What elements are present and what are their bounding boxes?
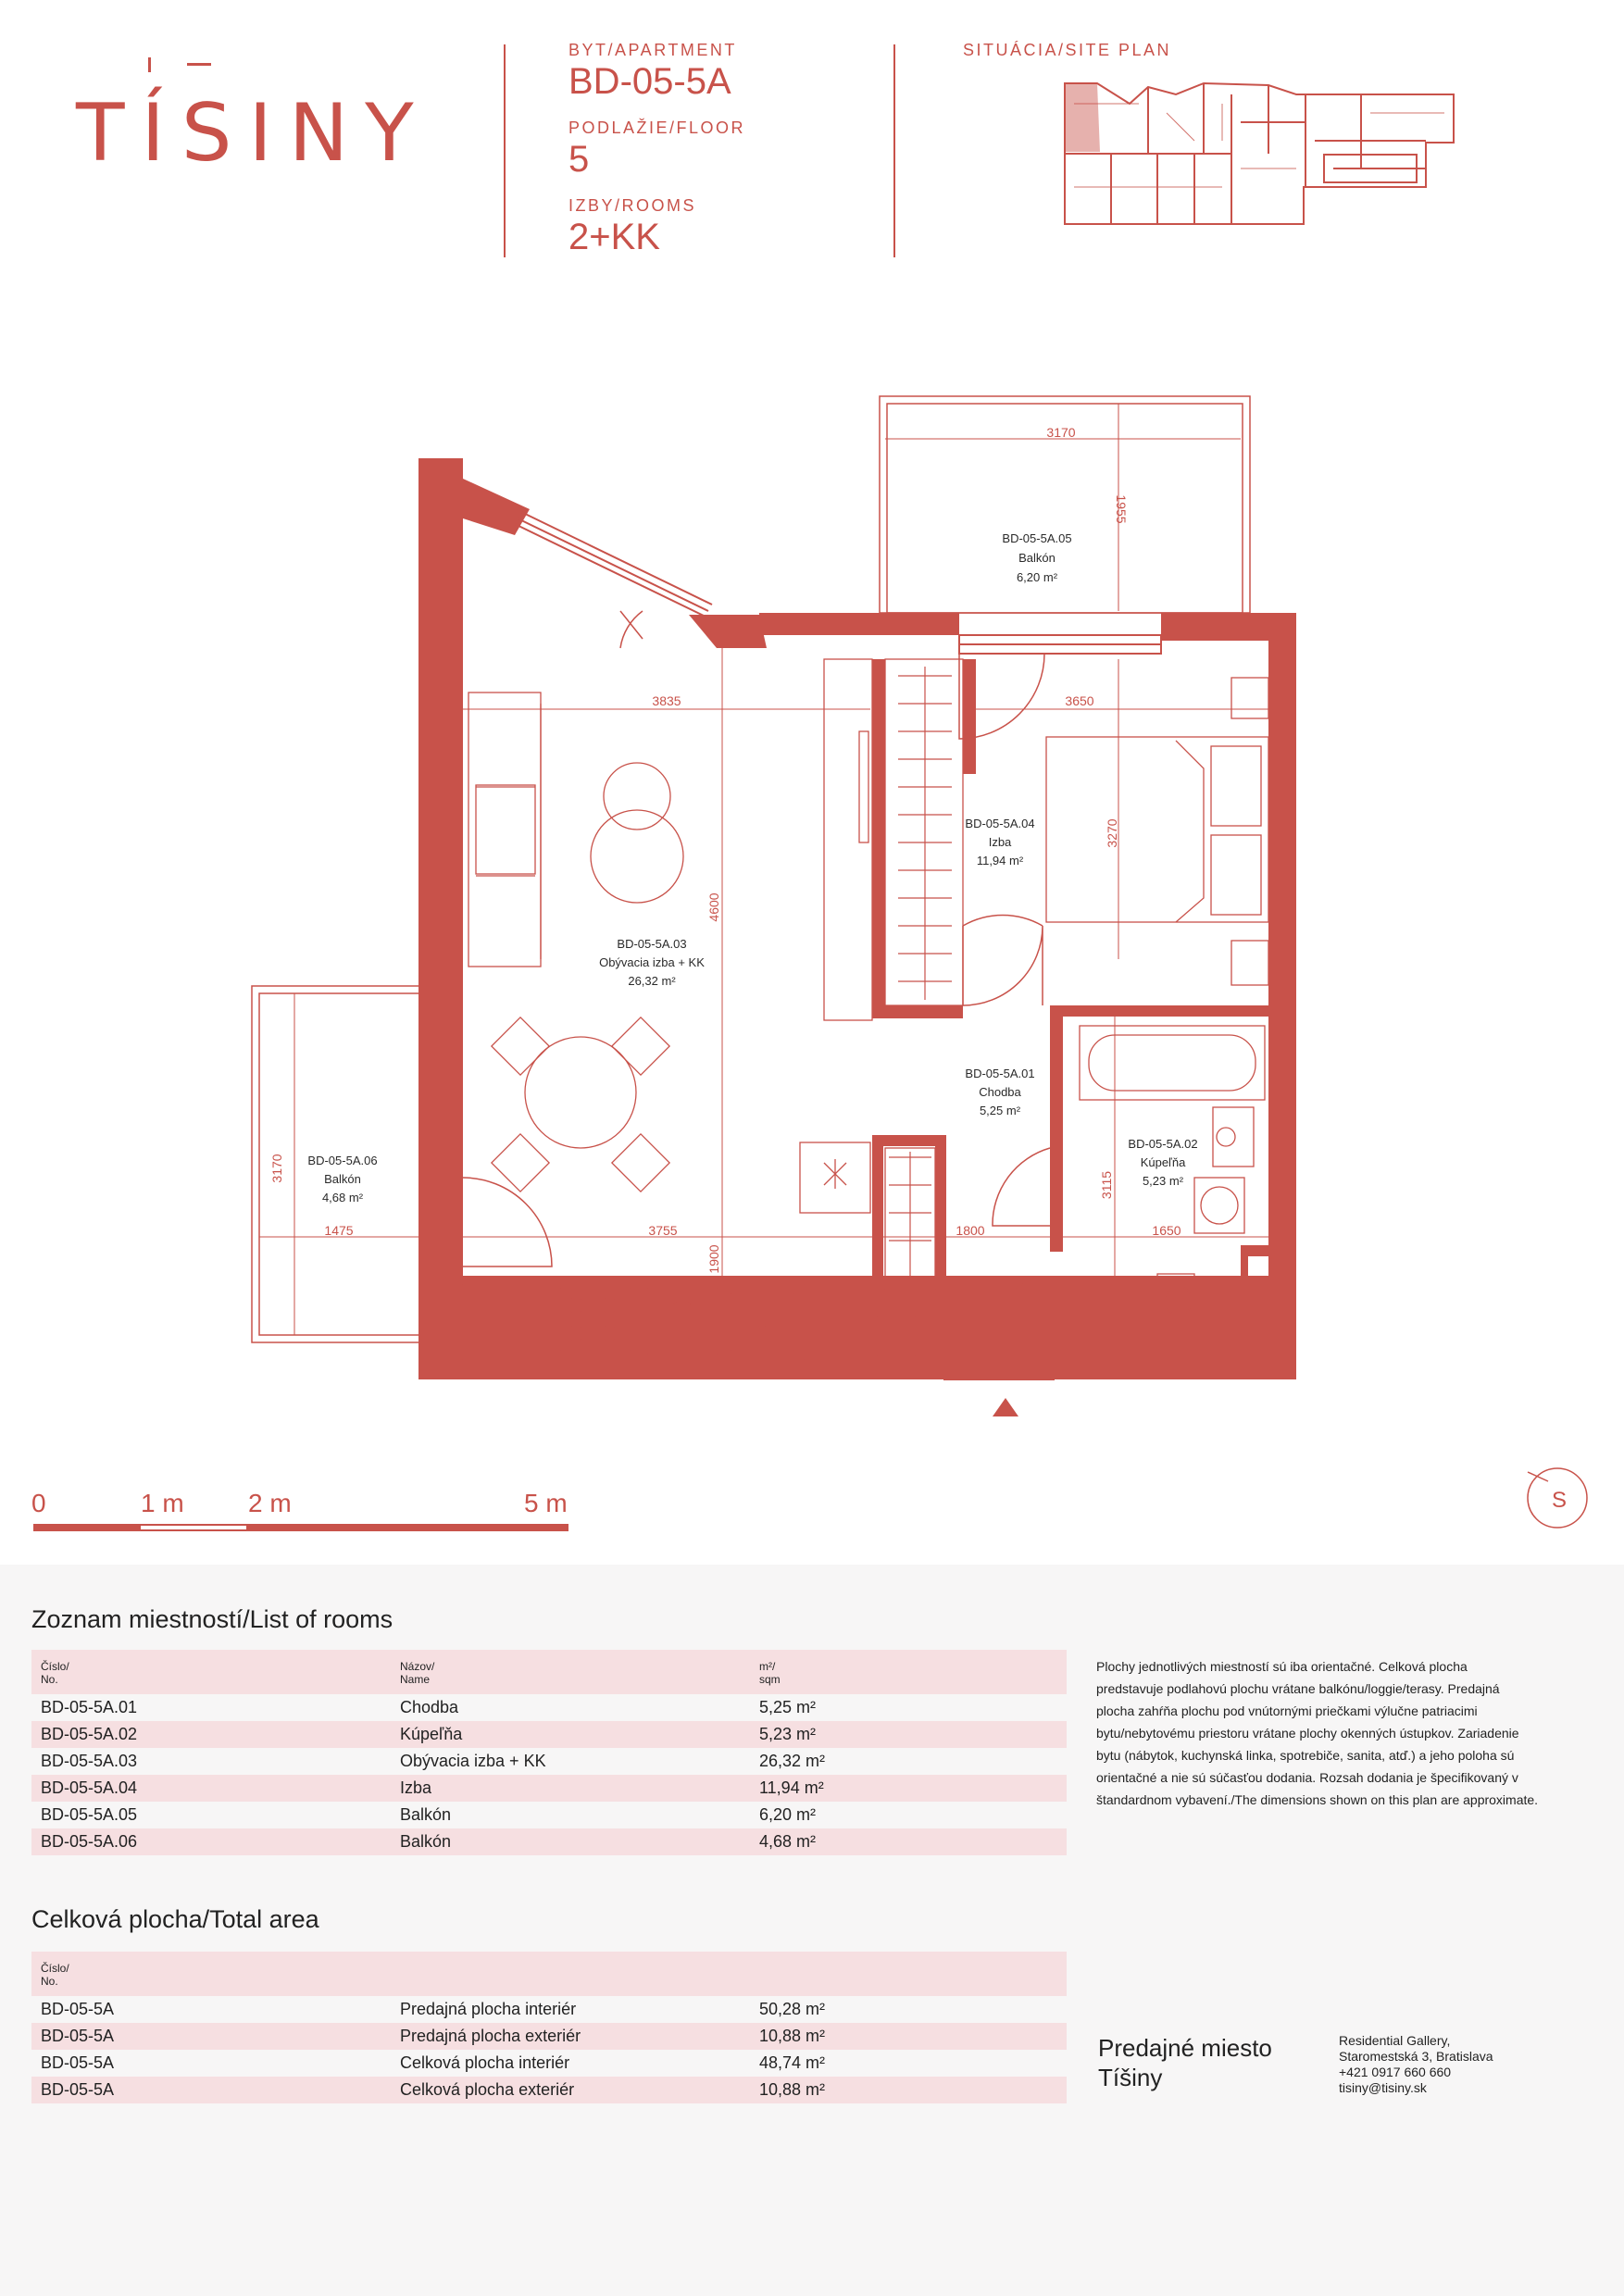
col-no: Číslo/ No. xyxy=(41,1660,69,1686)
scale-label: 5 m xyxy=(524,1489,568,1517)
sales-point-title: Predajné miesto Tíšiny xyxy=(1098,2034,1272,2091)
logo-text: TÍSINY xyxy=(76,87,431,180)
room-code: BD-05-5A.03 xyxy=(617,937,687,951)
total-area-table xyxy=(31,1952,1067,2103)
compass-icon xyxy=(1528,1468,1587,1528)
room-name: Balkón xyxy=(1018,551,1056,565)
room-name: Balkón xyxy=(324,1172,361,1186)
interior-walls xyxy=(872,659,1272,1366)
dimension-lines xyxy=(259,404,1268,1365)
rooms-table xyxy=(31,1650,1067,1855)
table-row: BD-05-5A Celková plocha interiér 48,74 m² xyxy=(31,2050,1067,2077)
total-area-title: Celková plocha/Total area xyxy=(31,1905,319,1933)
table-header xyxy=(31,1650,1067,1694)
table-row: BD-05-5A.03 Obývacia izba + KK 26,32 m² xyxy=(31,1748,1067,1775)
compass-letter: S xyxy=(1551,1488,1568,1513)
table-row: BD-05-5A.01 Chodba 5,25 m² xyxy=(31,1694,1067,1721)
room-name: Chodba xyxy=(979,1085,1021,1099)
scale-label: 2 m xyxy=(248,1489,292,1517)
room-code: BD-05-5A.06 xyxy=(307,1154,378,1167)
table-row: BD-05-5A Predajná plocha exteriér 10,88 m² xyxy=(31,2023,1067,2050)
table-row: BD-05-5A.06 Balkón 4,68 m² xyxy=(31,1828,1067,1855)
dim-label: 1955 xyxy=(1114,494,1129,524)
disclaimer-note: Plochy jednotlivých miestností sú iba orientačné. Celková plocha predstavuje podlahovú plochu vrátane balkónu/loggie/terasy. Predajná plocha zahŕňa plochu pod vnútornými priečkami výlučne patriacimi bytu/nebytovému priestoru vrátane plochy okenných ústupkov. Zariadenie bytu (nábytok, kuchynská linka, spotrebiče, sanita, atď.) a jeho poloha sú orientačné a nie sú súčasťou dodania. Rozsah dodania je špecifikovaný v štandardnom vybavení./The dimensions shown on this plan are approximate. xyxy=(1096,1659,1539,1807)
table-row: BD-05-5A.05 Balkón 6,20 m² xyxy=(31,1802,1067,1828)
scale-bar xyxy=(33,1524,568,1531)
floor-value: 5 xyxy=(568,139,590,180)
dim-label: 3170 xyxy=(1046,425,1076,440)
floor-label: PODLAŽIE/FLOOR xyxy=(568,119,746,137)
site-plan-label: SITUÁCIA/SITE PLAN xyxy=(963,41,1172,59)
sales-email[interactable]: tisiny@tisiny.sk xyxy=(1339,2080,1427,2095)
room-code: BD-05-5A.01 xyxy=(965,1067,1035,1080)
table-header xyxy=(31,1952,1067,1996)
room-area: 5,23 m² xyxy=(1142,1174,1184,1188)
dim-label: 3650 xyxy=(1065,693,1094,708)
room-area: 6,20 m² xyxy=(1016,570,1058,584)
table-row: BD-05-5A.04 Izba 11,94 m² xyxy=(31,1775,1067,1802)
dim-label: 1650 xyxy=(1152,1223,1181,1238)
dim-label: 3755 xyxy=(648,1223,678,1238)
entrance-arrow-icon xyxy=(993,1398,1018,1416)
dim-label: 3170 xyxy=(269,1154,284,1183)
dim-label: 1475 xyxy=(324,1223,354,1238)
rooms-label: IZBY/ROOMS xyxy=(568,196,697,215)
rooms-list-title: Zoznam miestností/List of rooms xyxy=(31,1605,394,1633)
room-area: 26,32 m² xyxy=(628,974,676,988)
exterior-walls xyxy=(418,458,1296,1379)
room-area: 5,25 m² xyxy=(979,1104,1021,1117)
dim-label: 1800 xyxy=(956,1223,985,1238)
room-area: 4,68 m² xyxy=(321,1191,364,1204)
table-row: BD-05-5A.02 Kúpeľňa 5,23 m² xyxy=(31,1721,1067,1748)
dim-label: 3835 xyxy=(652,693,681,708)
col-area: m²/ sqm xyxy=(759,1660,781,1686)
dim-label: 3270 xyxy=(1105,818,1119,848)
sales-address: Residential Gallery, Staromestská 3, Bratislava +421 0917 660 660 tisiny@tisiny.sk xyxy=(1339,2033,1493,2095)
room-code: BD-05-5A.05 xyxy=(1002,531,1072,545)
dim-label: 1900 xyxy=(706,1244,721,1274)
scale-label: 1 m xyxy=(141,1489,184,1517)
room-code: BD-05-5A.04 xyxy=(965,817,1035,830)
room-area: 11,94 m² xyxy=(976,854,1024,867)
room-name: Obývacia izba + KK xyxy=(599,955,705,969)
room-code: BD-05-5A.02 xyxy=(1128,1137,1198,1151)
dim-label: 4600 xyxy=(706,892,721,922)
sales-phone[interactable]: +421 0917 660 660 xyxy=(1339,2065,1452,2079)
apartment-value: BD-05-5A xyxy=(568,61,731,102)
apartment-label: BYT/APARTMENT xyxy=(568,41,737,59)
room-name: Kúpeľňa xyxy=(1140,1155,1186,1169)
col-name: Názov/ Name xyxy=(400,1660,435,1686)
table-row: BD-05-5A Predajná plocha interiér 50,28 m² xyxy=(31,1996,1067,2023)
dim-label: 3115 xyxy=(1099,1170,1114,1200)
rooms-value: 2+KK xyxy=(568,217,660,257)
room-name: Izba xyxy=(988,835,1012,849)
table-row: BD-05-5A Celková plocha exteriér 10,88 m² xyxy=(31,2077,1067,2103)
scale-label: 0 xyxy=(31,1489,46,1517)
col-no: Číslo/ No. xyxy=(41,1962,69,1988)
